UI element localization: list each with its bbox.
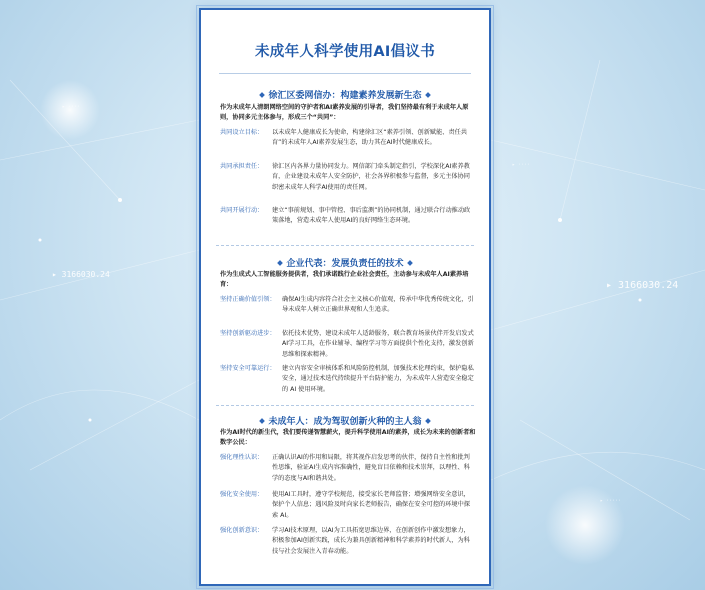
section-intro: 作为AI时代的新生代，我们要传递智慧薪火，提升科学使用AI的素养，成长为未来的创新者和数字公民： (220, 429, 476, 447)
background-marker: ▸ ····· (600, 498, 622, 504)
diamond-icon (407, 260, 413, 266)
item-label: 坚持创新驱动进步： (220, 330, 276, 337)
section-intro: 作为未成年人清朗网络空间的守护者和AI素养发展的引导者，我们坚持最有利于未成年人原则，协同多元主体参与，形成三个“共同”： (220, 104, 469, 122)
diamond-icon (260, 92, 266, 98)
diamond-icon (278, 260, 284, 266)
section-divider (216, 245, 474, 246)
item-text: 建立“事前规划、事中管控、事后监测”的协同机制，通过联合行动推动政策落地，营造未成年人使用AI的良好网络生态环境。 (272, 207, 471, 225)
item-label: 强化安全使用： (220, 491, 264, 498)
section-divider (216, 405, 474, 406)
diamond-icon (425, 92, 431, 98)
item-text: 确保AI生成内容符合社会主义核心价值观，传承中华优秀传统文化，引导未成年人树立正确世界观和人生追求。 (282, 296, 474, 314)
section-heading-cyberspace-office: 徐汇区委网信办：构建素养发展新生态 (211, 88, 479, 101)
item-text: 以未成年人健康成长为使命，构建徐汇区“素养引领、创新赋能、责任共育”的未成年人AI素养发展生态，助力其在AI时代健康成长。 (272, 129, 468, 147)
item-text: 依托技术优势，建设未成年人适龄服务，联合教育场景伙伴开发启发式AI学习工具，在作业辅导、编程学习等方面提供个性化支持，激发创新思维和探索精神。 (282, 330, 474, 358)
section-heading-enterprise: 企业代表：发展负责任的技术 (211, 256, 479, 269)
item-label: 共同承担责任： (220, 163, 264, 170)
item-text: 徐汇区内各界力量协同发力。网信部门牵头制定指引，学校深化AI素养教育，企业建设未成年人安全防护，社会各界积极参与监督，多元主体协同织密未成年人科学AI使用的责任网。 (272, 163, 470, 191)
diamond-icon (260, 418, 266, 424)
proposal-poster (199, 8, 491, 586)
item-text: 建立内容安全审核体系和风险防控机制，加强技术伦理约束，保护隐私安全，通过技术迭代持续提升平台防护能力，为未成年人营造安全稳定的 AI 使用环境。 (282, 365, 474, 393)
item-label: 强化理性认识： (220, 454, 264, 461)
item-label: 坚持安全可靠运行： (220, 365, 276, 372)
background-code-left: ▸ 3166030.24 (52, 270, 110, 279)
poster-title: 未成年人科学使用AI倡议书 (254, 44, 436, 60)
item-text: 使用AI工具时，遵守学校规范，接受家长老师监督；增强网络安全意识，保护个人信息；遇风险及时向家长老师报告，确保在安全可控的环境中探索 AI。 (272, 491, 470, 519)
background-code-right: ▸ 3166030.24 (606, 280, 679, 291)
item-text: 正确认识AI的作用和局限，将其视作启发思考的伙伴，保持自主性和批判性思维，验证AI生成内容准确性，避免盲目依赖和技术崇拜，以理性、科学的态度与AI和谐共处。 (272, 454, 470, 482)
item-label: 共同开展行动： (220, 207, 264, 214)
item-text: 学习AI技术原理，以AI为工具拓宽思维边界，在创新创作中激发想象力，积极参加AI创新实践，成长为兼具创新精神和科学素养的时代新人，为科技与社会发展注入青春动能。 (272, 527, 470, 555)
background-marker: ▸ ···· (512, 162, 531, 168)
item-label: 坚持正确价值引领： (220, 296, 276, 303)
title-divider (219, 73, 471, 74)
diamond-icon (425, 418, 431, 424)
background-marker: ▸ ···· (62, 104, 81, 110)
item-label: 强化创新意识： (220, 527, 264, 534)
section-intro: 作为生成式人工智能服务提供者，我们承诺践行企业社会责任，主动参与未成年人AI素养培育： (220, 271, 469, 289)
section-heading-minors: 未成年人：成为驾驭创新火种的主人翁 (211, 414, 479, 427)
item-label: 共同设立目标： (220, 129, 264, 136)
